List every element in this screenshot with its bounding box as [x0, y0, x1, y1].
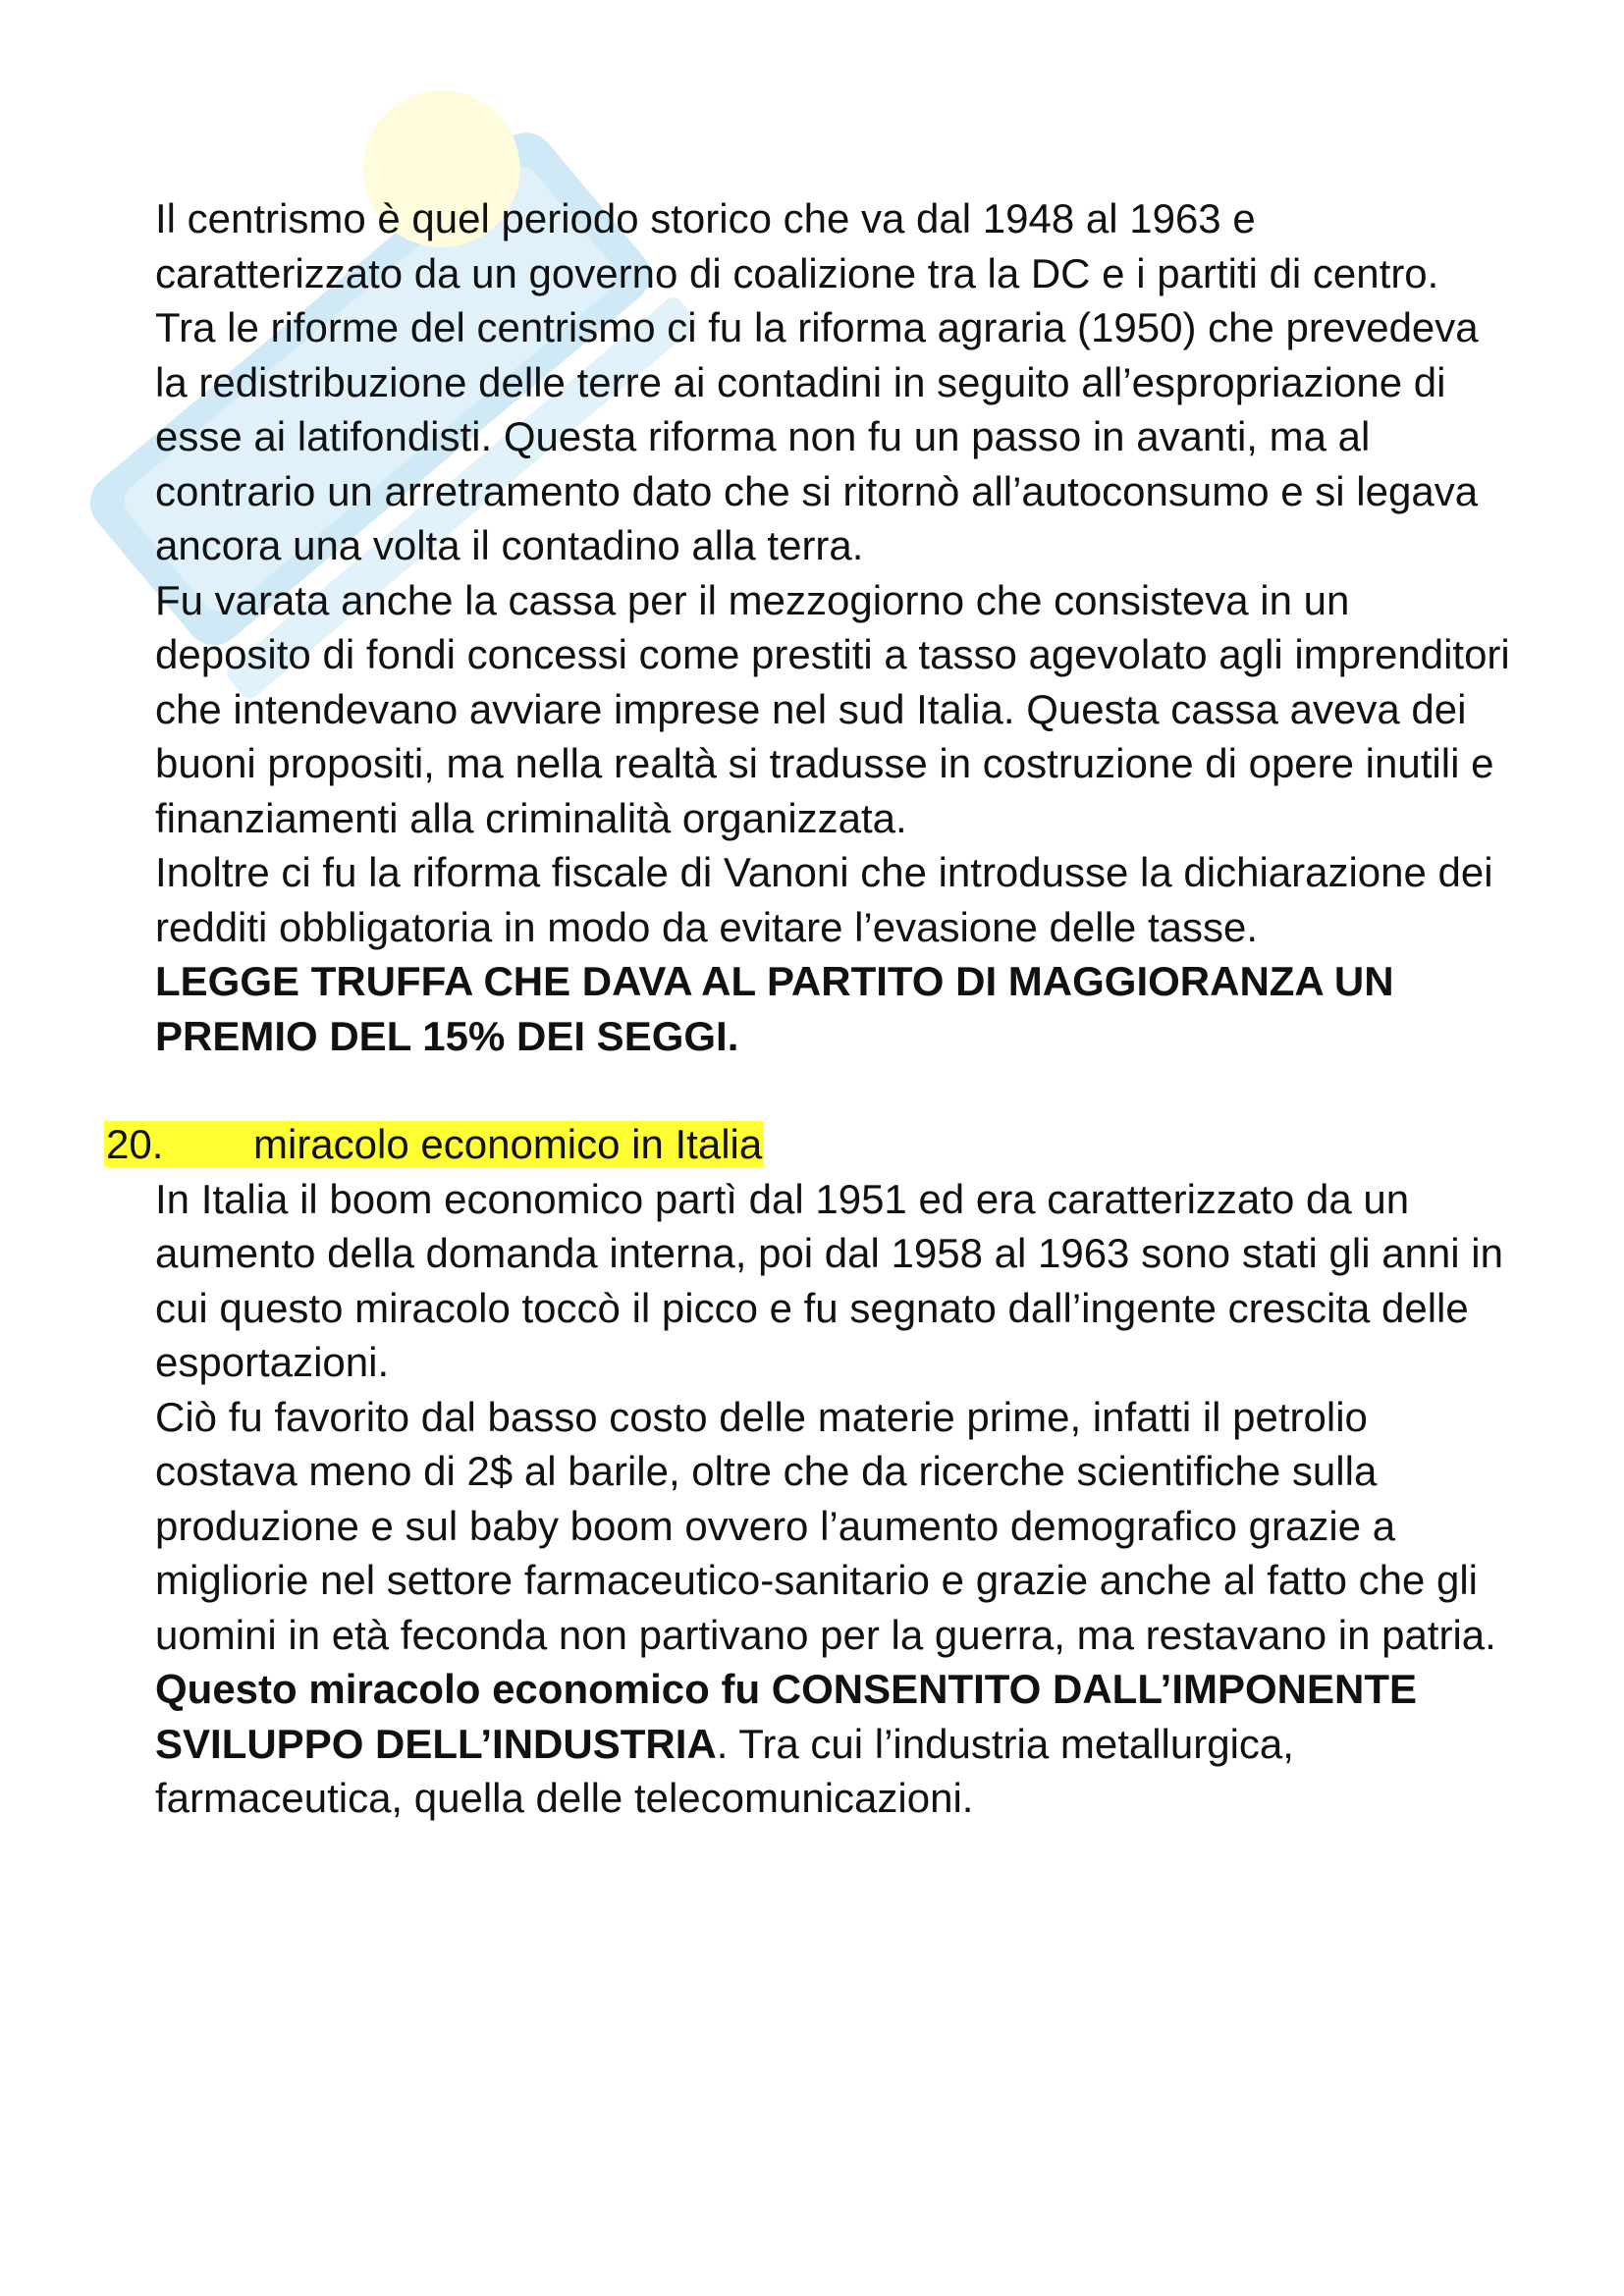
paragraph-riforma-agraria: Tra le riforme del centrismo ci fu la riforma agraria (1950) che prevedeva la redistribuzione delle terre ai contadini in seguito all’espropriazione di esse ai latifondisti. Questa riforma non fu un passo in avanti, ma al contrario un arretramento dato che si ritornò all’autoconsumo e si legava ancora una volta il contadino alla terra.	[155, 304, 1479, 568]
paragraph-cause-boom: Ciò fu favorito dal basso costo delle materie prime, infatti il petrolio costava meno di 2$ al barile, oltre che da ricerche scientifiche sulla produzione e sul baby boom ovvero l’aumento demografico grazie a migliorie nel settore farmaceutico-sanitario e grazie anche al fatto che gli uomini in età feconda non partivano per la guerra, ma restavano in patria.	[155, 1393, 1496, 1658]
paragraph-industria	[155, 1662, 1510, 1826]
paragraph-centrismo-intro: Il centrismo è quel periodo storico che va dal 1948 al 1963 e caratterizzato da un governo di coalizione tra la DC e i partiti di centro.	[155, 195, 1439, 296]
section-title: miracolo economico in Italia	[253, 1121, 763, 1167]
paragraph-legge-truffa: LEGGE TRUFFA CHE DAVA AL PARTITO DI MAGGIORANZA UN PREMIO DEL 15% DEI SEGGI.	[155, 958, 1394, 1059]
industria-bold-text: Questo miracolo economico fu CONSENTITO DALL’IMPONENTE SVILUPPO DELL’INDUSTRIA	[155, 1666, 1418, 1767]
paragraph-cassa-mezzogiorno: Fu varata anche la cassa per il mezzogiorno che consisteva in un deposito di fondi concessi come prestiti a tasso agevolato agli imprenditori che intendevano avviare imprese nel sud Italia. Questa cassa aveva dei buoni propositi, ma nella realtà si tradusse in costruzione di opere inutili e finanziamenti alla criminalità organizzata.	[155, 576, 1510, 841]
section-number: 20.	[106, 1121, 164, 1167]
industria-rest-text: . Tra cui l’industria metallurgica, farmaceutica, quella delle telecomunicazioni.	[155, 1720, 1294, 1821]
section-heading	[104, 1117, 1459, 1172]
paragraph-boom-economico: In Italia il boom economico partì dal 1951 ed era caratterizzato da un aumento della domanda interna, poi dal 1958 al 1963 sono stati gli anni in cui questo miracolo toccò il picco e fu segnato dall’ingente crescita delle esportazioni.	[155, 1175, 1503, 1385]
paragraph-riforma-vanoni: Inoltre ci fu la riforma fiscale di Vanoni che introdusse la dichiarazione dei redditi obbligatoria in modo da evitare l’evasione delle tasse.	[155, 849, 1493, 950]
heading-highlight	[104, 1121, 764, 1167]
document-body	[106, 191, 1510, 1826]
